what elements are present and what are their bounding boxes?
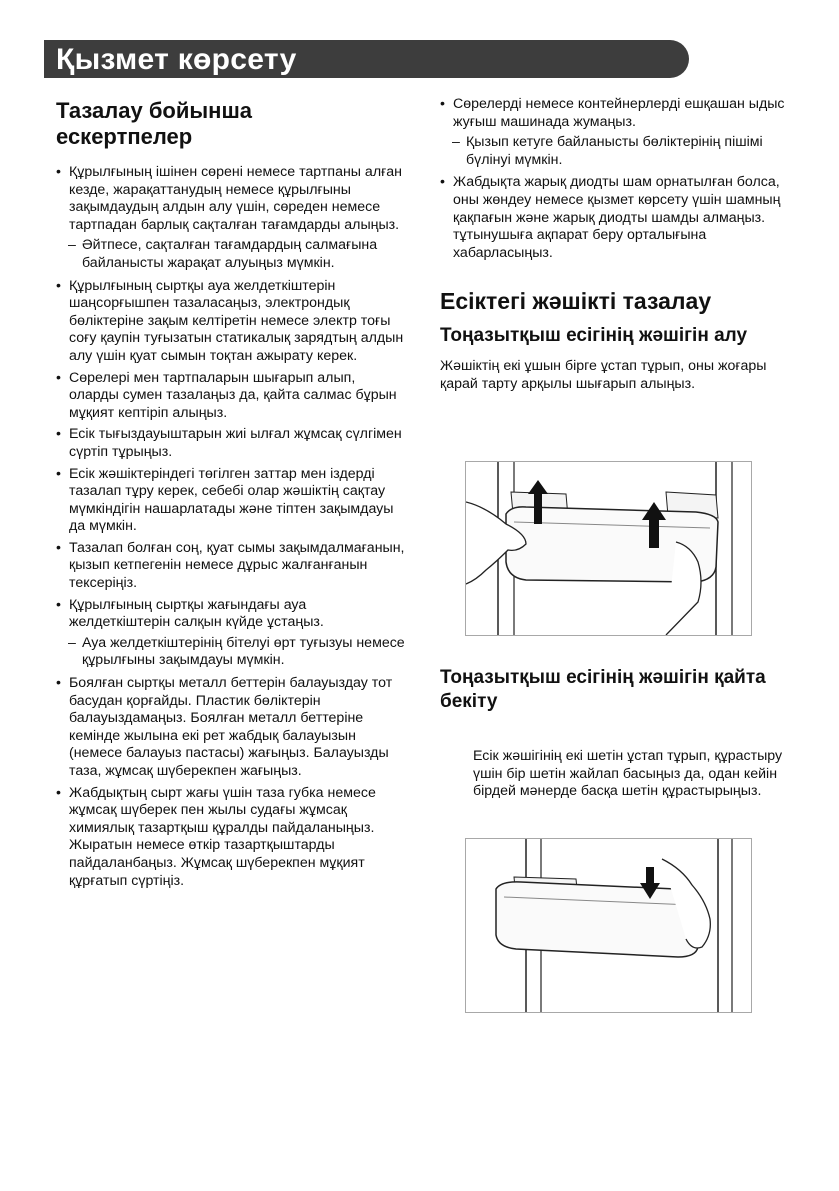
right-column <box>440 96 790 394</box>
list-item: • Құрылғының ішінен сөрені немесе тартпаны алған кезде, жарақаттанудың немесе құрылғыны зақымдаудың алдын алу үшін, сөреден немесе тартпадан барлық сақталған тағамдарды алыңыз. <box>56 164 408 234</box>
right-notes-list <box>440 96 790 262</box>
install-basket-title: Тоңазытқыш есігінің жәшігін қайта бекіту <box>440 667 766 712</box>
list-item: • Жабдықтың сырт жағы үшін таза губка немесе жұмсақ шүберек пен жылы судағы жұмсақ химиялық тазартқыш құралды пайдаланыңыз. Жыратын немесе өткір тазартқыштарды пайдаланбаңыз. Жұмсақ шүберекпен мұқият құрғатып сүртіңіз. <box>56 785 408 891</box>
install-basket-text: Есік жәшігінің екі шетін ұстап тұрып, құрастыру үшін бір шетін жайлап басыңыз да, одан кейін бірдей мәнерде басқа шетін құрастырыңыз. <box>473 748 783 800</box>
list-subnote: – Қызып кетуге байланысты бөліктерінің пішімі бүлінуі мүмкін. <box>440 134 790 169</box>
list-item: • Сөрелерді немесе контейнерлерді ешқашан ыдыс жуғыш машинада жумаңыз. <box>440 96 790 131</box>
list-item: • Сөрелері мен тартпаларын шығарып алып, оларды сумен тазалаңыз да, қайта салмас бұрын мұқият кептіріп алыңыз. <box>56 370 408 423</box>
list-item: • Есік жәшіктеріндегі төгілген заттар мен іздерді тазалап тұру керек, себебі олар жәшіктің сақтау мүмкіндігін нашарлатады және тіптен зақымдауы да мүмкін. <box>56 466 408 536</box>
remove-basket-title: Тоңазытқыш есігінің жәшігін алу <box>440 325 748 347</box>
list-subnote: – Ауа желдеткіштерінің бітелуі өрт туғызуы немесе құрылғыны зақымдауы мүмкін. <box>56 635 408 670</box>
cleaning-notes-column <box>56 98 408 894</box>
list-item: • Құрылғының сыртқы жағындағы ауа желдеткіштерін салқын күйде ұстаңыз. <box>56 597 408 632</box>
list-item: • Тазалап болған соң, қуат сымы зақымдалмағанын, қызып кетпегенін немесе дұрыс жалғанғанын тексеріңіз. <box>56 540 408 593</box>
cleaning-notes-list <box>56 164 408 890</box>
list-subnote: – Әйтпесе, сақталған тағамдардың салмағына байланысты жарақат алуыңыз мүмкін. <box>56 237 408 272</box>
list-item-extra: тұтынушыға ақпарат беру орталығына хабарласыңыз. <box>453 227 707 261</box>
remove-basket-illustration <box>465 461 752 636</box>
list-item: • Жабдықта жарық диодты шам орнатылған болса, оны жөндеу немесе қызмет көрсету үшін шамның қақпағын және жарық диодты шамды алмаңыз. тұтынушыға ақпарат беру орталығына хабарласыңыз. <box>440 174 790 262</box>
list-item: • Есік тығыздауыштарын жиі ылғал жұмсақ сүлгімен сүртіп тұрыңыз. <box>56 426 408 461</box>
install-basket-illustration <box>465 838 752 1013</box>
list-item: • Боялған сыртқы металл беттерін балауыздау тот басудан қорғайды. Пластик бөліктерін балауыздамаңыз. Боялған металл беттеріне кемінде жылына екі рет жабдық балауызын (немесе балауыз пастасы) жағыңыз. Балауызды таза, жұмсақ шүберекпен жағыңыз. <box>56 675 408 781</box>
list-item: • Құрылғының сыртқы ауа желдеткіштерін шаңсорғышпен тазаласаңыз, электрондық бөліктеріне зақым келтіретін немесе электр тоғы соғу қаупін туғызатын статикалық зарядтың алдын алу үшін қуат сымын тоқтан ажырату керек. <box>56 278 408 366</box>
cleaning-notes-heading: Тазалау бойынша ескертпелер <box>56 98 253 149</box>
page-title: Қызмет көрсету <box>56 43 297 76</box>
remove-basket-text: Жәшіктің екі ұшын бірге ұстап тұрып, оны жоғары қарай тарту арқылы шығарып алыңыз. <box>440 358 767 392</box>
door-basket-section-title: Есіктегі жәшікті тазалау <box>440 288 712 315</box>
